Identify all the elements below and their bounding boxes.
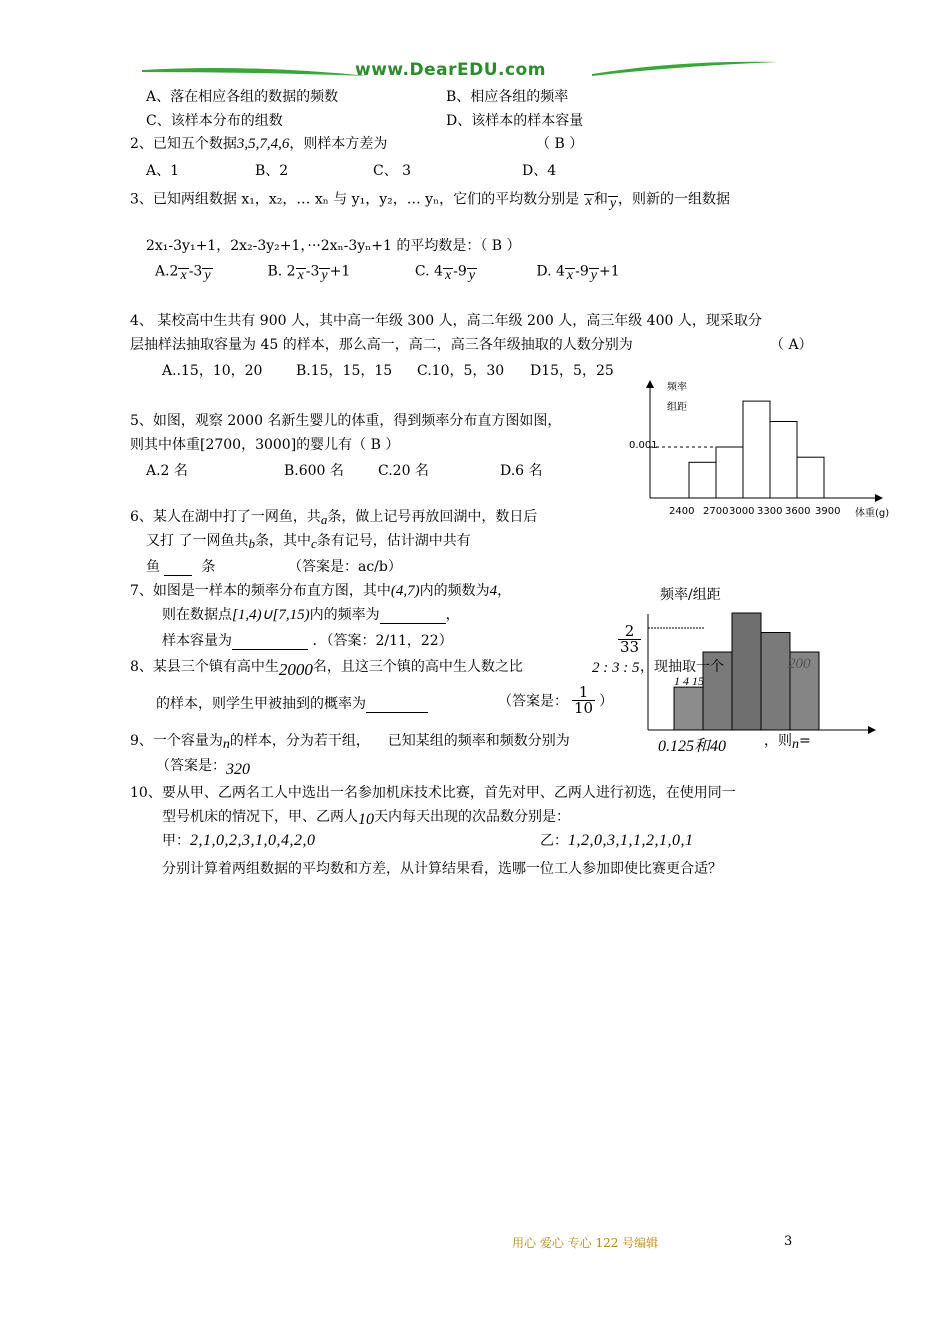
q6-var-c: c: [310, 536, 317, 551]
q6-line3: 鱼 条: [146, 559, 216, 575]
chart2-bar-2: [732, 613, 761, 730]
q8-ans-den: 10: [574, 699, 594, 717]
q2-option-a: A、1: [146, 163, 180, 179]
q1-option-d: D、该样本的样本容量: [446, 113, 584, 129]
q4-option-d: D15，5，25: [530, 363, 614, 379]
chart2-ytick-num: 2: [618, 624, 641, 640]
weight-histogram: [625, 378, 895, 528]
q8-num: 2000: [278, 660, 313, 679]
q3-options: [155, 260, 620, 283]
q3-line2: 2x₁-3y₁+1，2x₂-3y₂+1，···2xₙ-3yₙ+1 的平均数是：（ B ）: [146, 238, 521, 254]
chart1-ylabel-top: 频率: [667, 382, 687, 393]
q10-line4: 分别计算着两组数据的平均数和方差，从计算结果看，选哪一位工人参加即使比赛更合适？: [162, 861, 722, 877]
q2-text-pre: 2、已知五个数据: [130, 136, 237, 152]
chart2-ytick: [618, 624, 641, 655]
q2-text-post: ，则样本方差为: [289, 136, 388, 152]
q8-answer-blank[interactable]: [366, 698, 428, 713]
chart2-ytick-den: 33: [620, 638, 640, 656]
q7-interval2: [1,4)∪[7,15): [232, 607, 310, 623]
chart2-bar-3: [761, 633, 790, 731]
q1-option-a: A、落在相应各组的数据的频数: [146, 89, 339, 105]
logo-swoosh-left-icon: [140, 60, 370, 84]
q10-yi-row: 乙：1,2,0,3,1,1,2,1,0,1: [540, 832, 694, 849]
q3-option-a: A.2 x -3 y: [155, 260, 263, 283]
q3-and: 和: [593, 191, 608, 208]
q2-stem: [130, 133, 387, 153]
q8-overflow1: 200: [788, 656, 811, 672]
q2-option-b: B、2: [255, 163, 289, 179]
q9-answer: （答案是：320: [156, 758, 250, 778]
q7-line1: 7、如图是一样本的频率分布直方图，其中(4,7)内的频数为4，: [130, 583, 512, 599]
chart1-xtick-2: 3000: [729, 506, 755, 517]
q5-line1: 5、如图，观察 2000 名新生婴儿的体重，得到频率分布直方图如图，: [130, 413, 562, 429]
q3-line1-end: ，则新的一组数据: [618, 191, 731, 208]
q7-frequency-blank[interactable]: [380, 609, 446, 624]
q3-ybar: y: [609, 196, 617, 211]
q10-days: 10: [358, 811, 374, 828]
chart1-bar-2: [743, 401, 770, 498]
q8-line2: 的样本，则学生甲被抽到的概率为: [156, 693, 428, 713]
header-logo: [140, 58, 780, 88]
chart1-bar-1: [716, 447, 743, 498]
q3-line1-text: 3、已知两组数据 x₁，x₂，… xₙ 与 y₁，y₂，… yₙ，它们的平均数分别是: [130, 191, 580, 208]
q4-option-a: A..15，10，20: [162, 363, 263, 379]
q4-line1: 4、 某校高中生共有 900 人，其中高一年级 300 人，高二年级 200 人，高三年级 400 人，现采取分: [130, 313, 762, 329]
chart1-bar-3: [770, 422, 797, 499]
q8-line1: 8、某县三个镇有高中生2000名，且这三个镇的高中生人数之比: [130, 659, 523, 679]
q1-option-c: C、该样本分布的组数: [146, 113, 283, 129]
q4-line2: 层抽样法抽取容量为 45 的样本，那么高一，高二，高三各年级抽取的人数分别为: [130, 337, 633, 353]
q5-option-b: B.600 名: [284, 463, 344, 479]
q10-jia-data: 2,1,0,2,3,1,0,4,2,0: [190, 832, 316, 849]
q9-tail-var: n: [792, 737, 799, 752]
q3-option-c: C. 4 x -9 y: [415, 260, 532, 283]
q2-option-d: D、4: [522, 163, 557, 179]
chart1-bar-0: [689, 462, 716, 498]
logo-text[interactable]: www.DearEDU.com: [355, 60, 546, 80]
q7-size-blank[interactable]: [232, 635, 308, 650]
q9-line1: 9、一个容量为n的样本，分为若干组， 已知某组的频率和频数分别为: [130, 733, 570, 752]
footer-text: 用心 爱心 专心 122 号编辑: [512, 1236, 659, 1250]
q8-answer: （答案是： $\frac{1}{10}$ ）: [498, 683, 614, 717]
chart1-ytick: 0.001: [629, 440, 658, 451]
q3-option-b: B. 2 x -3 y +1: [267, 260, 410, 283]
q7-interval1: (4,7): [390, 583, 420, 599]
chart1-x-arrow: [875, 494, 883, 502]
q9-values: 0.125和40: [658, 738, 727, 755]
chart1-xtick-5: 3900: [815, 506, 841, 517]
q10-yi-data: 1,2,0,3,1,1,2,1,0,1: [568, 832, 694, 849]
q8-overflow2: 1 4 15: [674, 674, 704, 688]
q6-line1: 6、某人在湖中打了一网鱼，共a条，做上记号再放回湖中，数日后: [130, 509, 538, 527]
chart2-ylabel: 频率/组距: [660, 587, 721, 603]
chart1-xlabel: 体重(g): [855, 508, 890, 519]
chart1-y-arrow: [646, 380, 654, 388]
q10-line2: 型号机床的情况下，甲、乙两人10天内每天出现的次品数分别是：: [162, 809, 570, 828]
q5-line2: 则其中体重[2700，3000]的婴儿有（ B ）: [130, 437, 400, 453]
q3-xbar: x: [585, 194, 592, 209]
q6-var-b: b: [248, 536, 255, 551]
chart1-xtick-0: 2400: [669, 506, 695, 517]
q8-ans-num: 1: [572, 685, 595, 701]
page-number: 3: [784, 1234, 793, 1249]
q4-option-b: B.15，15，15: [296, 363, 393, 379]
chart2-x-arrow: [868, 726, 876, 734]
q4-answer: （ A）: [770, 337, 813, 353]
chart1-bar-4: [797, 457, 824, 498]
chart1-xtick-4: 3600: [785, 506, 811, 517]
chart1-xtick-3: 3300: [757, 506, 783, 517]
q8-line1-post: ，现抽取一个: [640, 659, 724, 675]
q7-count: 4: [489, 583, 498, 599]
q9-answer-val: 320: [226, 761, 250, 778]
q6-answer: （答案是：ac/b）: [288, 559, 402, 575]
q4-option-c: C.10，5，30: [417, 363, 505, 379]
logo-swoosh-right-icon: [590, 58, 780, 82]
q6-line2: 又打 了一网鱼共b条，其中c条有记号，估计湖中共有: [146, 533, 471, 551]
q7-line3: 样本容量为 ．（答案：2/11，22）: [162, 633, 453, 649]
q7-line2: 则在数据点[1,4)∪[7,15)内的频率为 ，: [162, 607, 460, 623]
q2-option-c: C、 3: [373, 163, 412, 179]
q3-option-d: D. 4 x -9 y +1: [536, 260, 619, 283]
q1-option-b: B、相应各组的频率: [446, 89, 569, 105]
chart2-bar-0: [674, 687, 703, 730]
q10-jia-row: 甲：2,1,0,2,3,1,0,4,2,0: [162, 832, 316, 849]
chart1-xtick-1: 2700: [703, 506, 729, 517]
q5-option-d: D.6 名: [500, 463, 543, 479]
q5-option-c: C.20 名: [378, 463, 429, 479]
q5-option-a: A.2 名: [146, 463, 188, 479]
q2-answer: （ B ）: [536, 136, 584, 152]
q9-tail: ，则n=: [764, 733, 811, 752]
q6-answer-blank[interactable]: [164, 561, 192, 576]
q9-var-n: n: [222, 737, 230, 752]
q10-line1: 10、要从甲、乙两名工人中选出一名参加机床技术比赛，首先对甲、乙两人进行初选，在使用同一: [130, 785, 736, 801]
q2-data: 3,5,7,4,6: [236, 136, 290, 152]
q3-line1: [130, 188, 730, 211]
chart1-ylabel-bottom: 组距: [667, 402, 687, 413]
q8-ratio: 2 : 3 : 5: [592, 660, 640, 676]
q6-var-a: a: [320, 512, 328, 527]
